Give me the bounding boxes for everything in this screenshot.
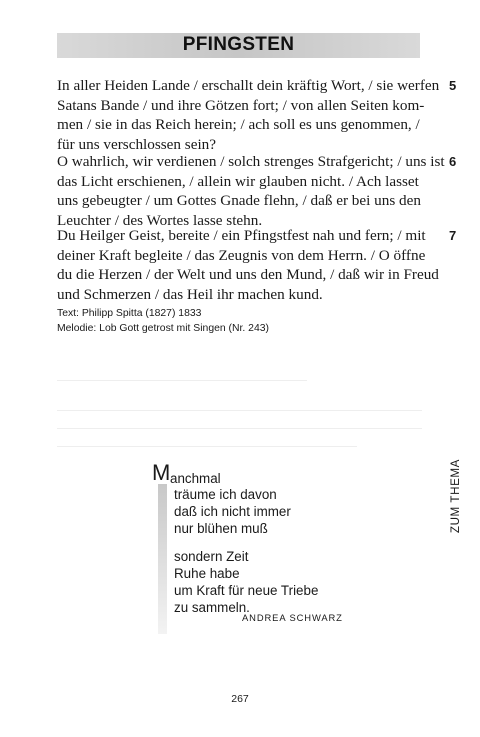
credits	[57, 306, 357, 336]
section-header-bar	[57, 33, 420, 58]
poem-line: träume ich davon	[174, 487, 277, 502]
poem-first-line	[152, 460, 352, 486]
stanza-number: 6	[449, 154, 457, 169]
poem-line: Ruhe habe	[174, 566, 240, 581]
stanza-line: Du Heilger Geist, bereite / ein Pfingstfest nah und fern; / mit	[57, 227, 426, 244]
poem-line: nur blühen muß	[174, 521, 268, 536]
stanza-line: das Licht erschienen, / allein wir glauben nicht. / Ach lasset	[57, 172, 419, 190]
poem-line: sondern Zeit	[174, 549, 249, 564]
poem-author: ANDREA SCHWARZ	[242, 612, 343, 623]
stanza-line: In aller Heiden Lande / erschallt dein kräftig Wort, / sie werfen	[57, 77, 440, 94]
stanza-line: und Schmerzen / das Heil ihr machen kund.	[57, 285, 323, 303]
stanza-line: für uns verschlossen sein?	[57, 135, 217, 153]
poem	[152, 460, 352, 616]
poem-line: um Kraft für neue Triebe	[174, 583, 319, 598]
stanza-6	[57, 152, 445, 230]
stanza-7	[57, 226, 439, 304]
poem-first-word-rest: anchmal	[170, 471, 221, 486]
side-label-text: ZUM THEMA	[448, 458, 462, 534]
poem-line: daß ich nicht immer	[174, 504, 291, 519]
stanza-line: O wahrlich, wir verdienen / solch strenges Strafgericht; / uns ist	[57, 153, 445, 170]
stanza-line: men / sie in das Reich herein; / ach soll es uns genommen, /	[57, 116, 420, 134]
drop-initial: M	[152, 460, 171, 485]
melody-credit: Melodie: Lob Gott getrost mit Singen (Nr. 243)	[57, 323, 269, 334]
stanza-5	[57, 76, 440, 154]
stanza-line: du die Herzen / der Welt und uns den Mund, / daß wir in Freud	[57, 266, 439, 284]
stanza-gap	[152, 537, 352, 548]
stanza-line: uns gebeugter / um Gottes Gnade flehn, / daß er bei uns den	[57, 192, 421, 210]
poem-line: zu sammeln.	[174, 600, 250, 615]
stanza-number: 7	[449, 228, 457, 243]
stanza-line: Satans Bande / und ihre Götzen fort; / von allen Seiten kom-	[57, 96, 425, 114]
page-number: 267	[231, 693, 249, 705]
stanza-line: Leuchter / des Wortes lasse stehn.	[57, 211, 263, 229]
show-through-background	[57, 372, 427, 452]
text-credit: Text: Philipp Spitta (1827) 1833	[57, 308, 202, 319]
stanza-number: 5	[449, 78, 457, 93]
stanza-line: deiner Kraft begleite / das Zeugnis von dem Herrn. / O öffne	[57, 246, 426, 264]
side-label	[445, 456, 465, 536]
section-title: PFINGSTEN	[182, 34, 295, 55]
